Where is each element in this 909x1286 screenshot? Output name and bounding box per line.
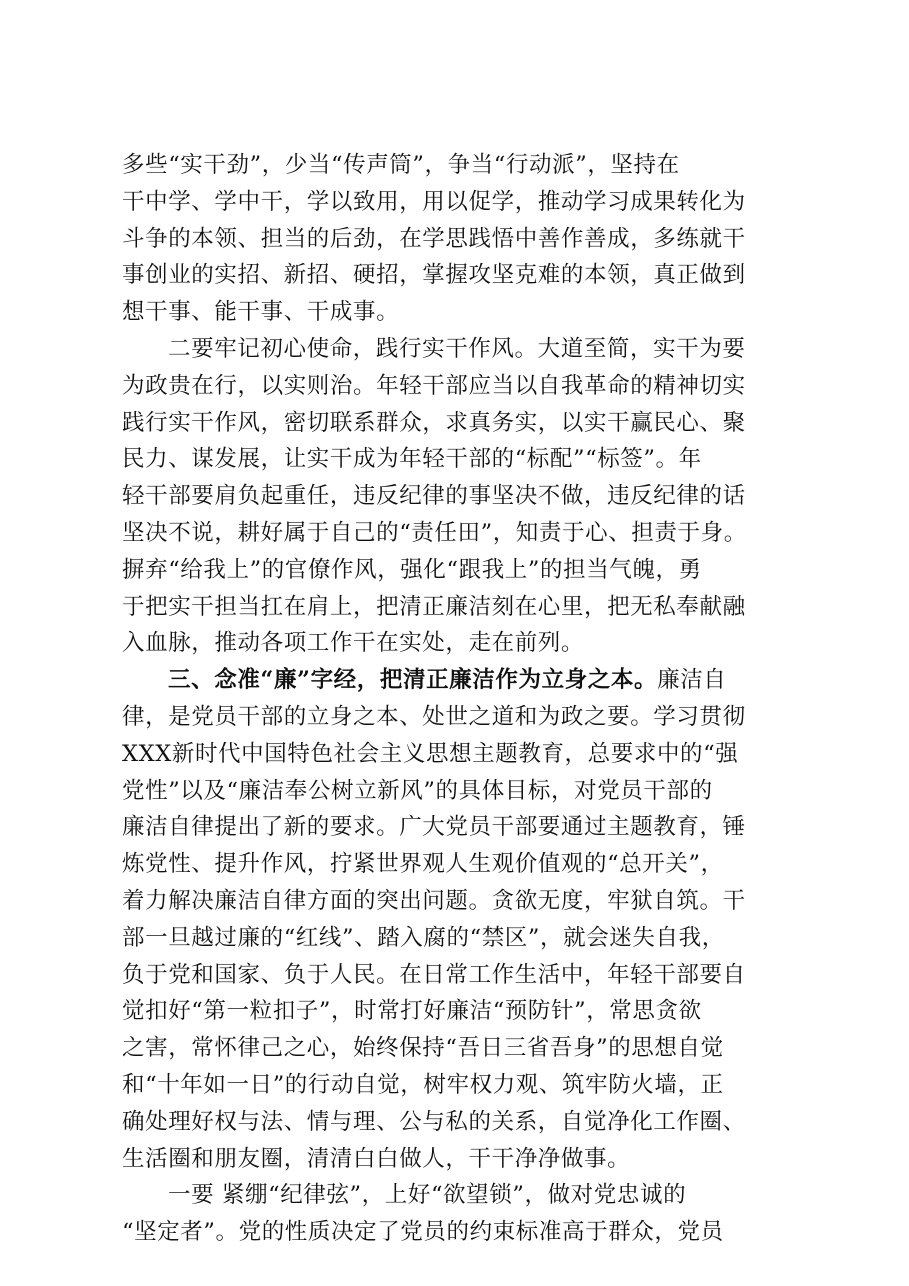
paragraph-discipline: [122, 1177, 802, 1251]
text-line: 二要牢记初心使命，践行实干作风。大道至简，实干为要: [168, 335, 746, 362]
text-line: 确处理好权与法、情与理、公与私的关系，自觉净化工作圈、: [122, 1108, 746, 1135]
text-line: 廉洁自律提出了新的要求。广大党员干部要通过主题教育，锤: [122, 814, 746, 841]
text-line: 为政贵在行，以实则治。年轻干部应当以自我革命的精神切实: [122, 372, 746, 399]
text-line: 轻干部要肩负起重任，违反纪律的事坚决不做，违反纪律的话: [122, 483, 746, 510]
text-line: 坚决不说，耕好属于自己的“责任田”，知责于心、担责于身。: [122, 519, 747, 546]
text-line: 炼党性、提升作风，拧紧世界观人生观价值观的“总开关”，: [122, 851, 724, 878]
text-line: 着力解决廉洁自律方面的突出问题。贪欲无度，牢狱自筑。干: [122, 887, 746, 914]
text-line: 入血脉，推动各项工作干在实处，走在前列。: [122, 630, 585, 657]
text-line: 律，是党员干部的立身之本、处世之道和为政之要。学习贯彻: [122, 703, 746, 730]
text-line: 觉扣好“第一粒扣子”，时常打好廉洁“预防针”，常思贪欲: [122, 998, 702, 1025]
text-line: 多些“实干劲”，少当“传声筒”，争当“行动派”，坚持在: [122, 152, 680, 178]
paragraph-continuation: [122, 147, 802, 331]
text-line: 之害，常怀律己之心，始终保持“吾日三省吾身”的思想自觉: [122, 1035, 724, 1062]
text-line: 民力、谋发展，让实干成为年轻干部的“标配”“标签”。年: [122, 446, 702, 473]
text-line: 于把实干担当扛在肩上，把清正廉洁刻在心里，把无私奉献融: [122, 593, 746, 620]
text-line: 部一旦越过廉的“红线”、踏入腐的“禁区”，就会迷失自我，: [122, 924, 725, 951]
text-line: “坚定者”。党的性质决定了党员的约束标准高于群众，党员: [122, 1219, 724, 1246]
text-line: 践行实干作风，密切联系群众，求真务实，以实干赢民心、聚: [122, 409, 746, 436]
text-line: 一要 紧绷“纪律弦”，上好“欲望锁”，做对党忠诚的: [168, 1182, 687, 1209]
section-heading: 三、念准“廉”字经，把清正廉洁作为立身之本。: [168, 667, 658, 694]
text-line: 和“十年如一日”的行动自觉，树牢权力观、筑牢防火墙，正: [122, 1071, 724, 1098]
text-line: 事创业的实招、新招、硬招，掌握攻坚克难的本领，真正做到: [122, 262, 746, 289]
text-line: 斗争的本领、担当的后劲，在学思践悟中善作善成，多练就干: [122, 225, 746, 252]
text-line: 负于党和国家、负于人民。在日常工作生活中，年轻干部要自: [122, 961, 746, 988]
heading-line-rest: 廉洁自: [657, 667, 727, 694]
text-line: 摒弃“给我上”的官僚作风，强化“跟我上”的担当气魄，勇: [122, 556, 702, 583]
document-page: [122, 147, 802, 1251]
text-line: 想干事、能干事、干成事。: [122, 299, 400, 326]
text-line: 党性”以及“廉洁奉公树立新风”的具体目标，对党员干部的: [122, 777, 713, 804]
paragraph-practice-style: [122, 331, 802, 662]
text-line: 干中学、学中干，学以致用，用以促学，推动学习成果转化为: [122, 188, 746, 215]
text-line: XXX新时代中国特色社会主义思想主题教育，总要求中的“强: [122, 740, 739, 767]
paragraph-integrity-section: [122, 662, 802, 1177]
section-heading-line: [122, 662, 802, 699]
text-line: 生活圈和朋友圈，清清白白做人，干干净净做事。: [122, 1145, 631, 1172]
